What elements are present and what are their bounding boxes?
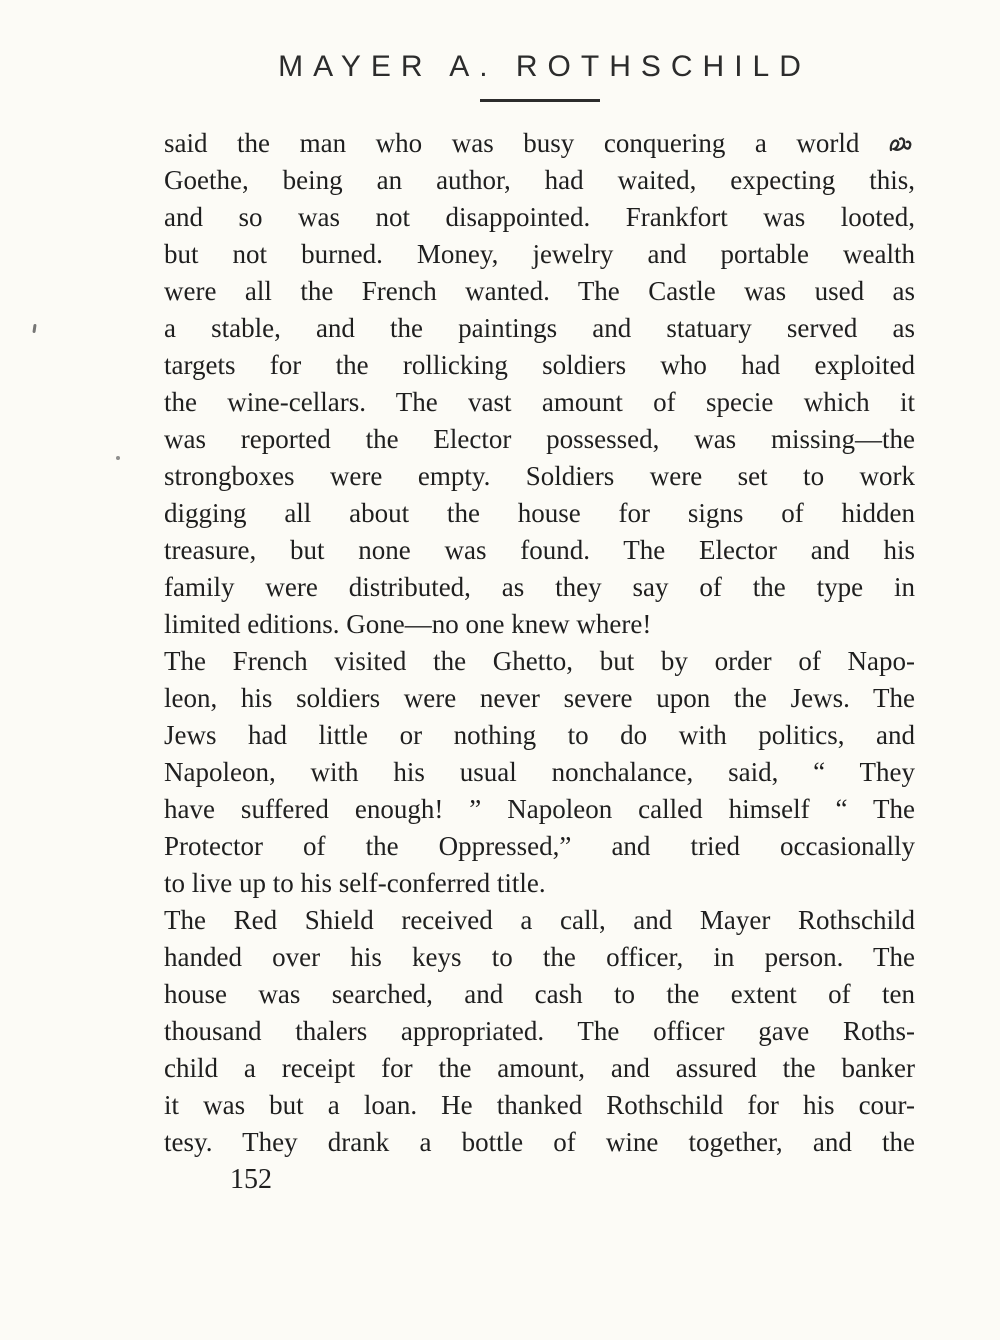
text-line: family were distributed, as they say of the type in [164, 572, 915, 602]
text-line: tesy. They drank a bottle of wine together, and the [164, 1127, 915, 1157]
text-line: thousand thalers appropriated. The officer gave Roths- [164, 1016, 915, 1046]
text-line: leon, his soldiers were never severe upon the Jews. The [164, 683, 915, 713]
running-head-title: MAYER A. ROTHSCHILD [278, 50, 811, 83]
text-line: The Red Shield received a call, and Mayer Rothschild [164, 905, 915, 935]
text-line: it was but a loan. He thanked Rothschild for his cour- [164, 1090, 915, 1120]
text-line: have suffered enough! ” Napoleon called himself “ The [164, 794, 915, 824]
text-line: the wine-cellars. The vast amount of specie which it [164, 387, 915, 417]
text-line [164, 125, 915, 162]
text-line: house was searched, and cash to the extent of ten [164, 979, 915, 1009]
text-line-content: said the man who was busy conquering a world [164, 128, 860, 158]
text-line: Protector of the Oppressed,” and tried occasionally [164, 831, 915, 861]
text-line: a stable, and the paintings and statuary served as [164, 313, 915, 343]
text-line: targets for the rollicking soldiers who had exploited [164, 350, 915, 380]
text-line: The French visited the Ghetto, but by order of Napo- [164, 646, 915, 676]
paragraph-3 [164, 902, 915, 1161]
text-line: strongboxes were empty. Soldiers were set to work [164, 461, 915, 491]
text-line: child a receipt for the amount, and assured the banker [164, 1053, 915, 1083]
text-line: were all the French wanted. The Castle was used as [164, 276, 915, 306]
page-content [164, 0, 915, 1198]
body-text [164, 125, 915, 1161]
paragraph-2 [164, 643, 915, 902]
page-header [164, 50, 915, 102]
text-line: Napoleon, with his usual nonchalance, said, “ They [164, 757, 915, 787]
text-line: limited editions. Gone—no one knew where! [164, 609, 652, 639]
scan-speck [32, 324, 36, 333]
text-line: and so was not disappointed. Frankfort was looted, [164, 202, 915, 232]
text-line: to live up to his self-conferred title. [164, 868, 546, 898]
header-rule [480, 99, 600, 102]
page-number: 152 [230, 1164, 272, 1195]
text-line: Jews had little or nothing to do with politics, and [164, 720, 915, 750]
text-line: was reported the Elector possessed, was missing—the [164, 424, 915, 454]
fleuron-ornament-icon [889, 128, 915, 158]
scan-speck [116, 456, 120, 460]
text-line: handed over his keys to the officer, in person. The [164, 942, 915, 972]
text-line: digging all about the house for signs of hidden [164, 498, 915, 528]
text-line: Goethe, being an author, had waited, expecting this, [164, 165, 915, 195]
text-line: but not burned. Money, jewelry and portable wealth [164, 239, 915, 269]
paragraph-1 [164, 125, 915, 643]
text-line: treasure, but none was found. The Elector and his [164, 535, 915, 565]
